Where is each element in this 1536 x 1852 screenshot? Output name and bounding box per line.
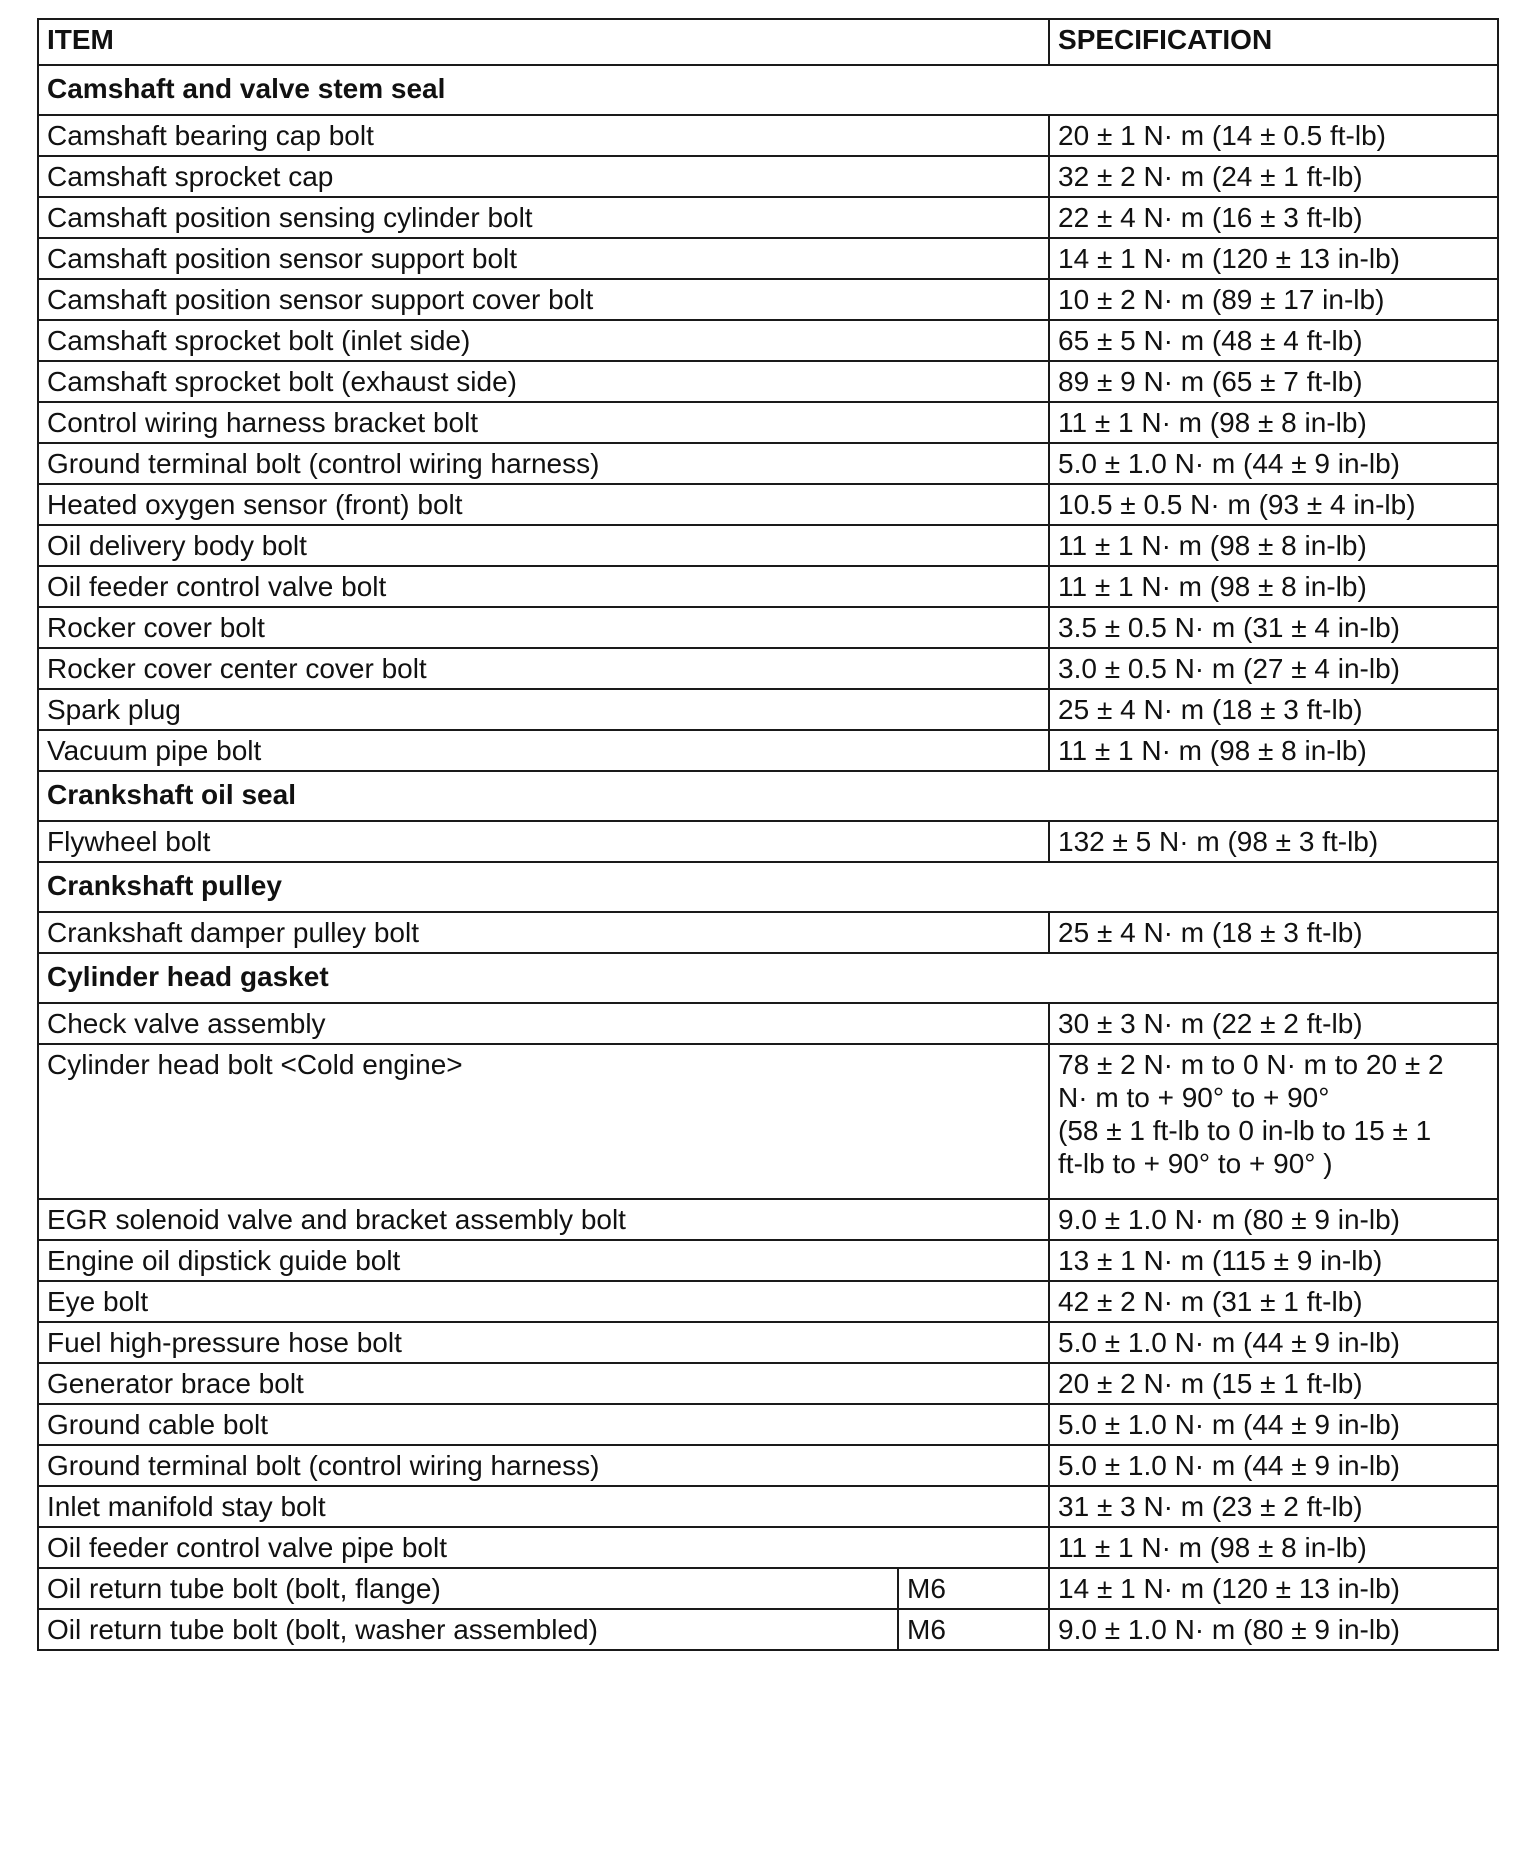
spec-table-body xyxy=(38,19,1498,1650)
table-row xyxy=(38,648,1498,689)
specification-cell: 13 ± 1 N· m (115 ± 9 in-lb) xyxy=(1049,1240,1498,1281)
specification-cell: 11 ± 1 N· m (98 ± 8 in-lb) xyxy=(1049,402,1498,443)
table-row xyxy=(38,1609,1498,1650)
specification-cell: 5.0 ± 1.0 N· m (44 ± 9 in-lb) xyxy=(1049,1322,1498,1363)
table-row xyxy=(38,1044,1498,1199)
item-cell: Heated oxygen sensor (front) bolt xyxy=(38,484,1049,525)
item-cell: Inlet manifold stay bolt xyxy=(38,1486,1049,1527)
specification-cell: 42 ± 2 N· m (31 ± 1 ft-lb) xyxy=(1049,1281,1498,1322)
item-cell: Flywheel bolt xyxy=(38,821,1049,862)
specification-cell: 11 ± 1 N· m (98 ± 8 in-lb) xyxy=(1049,1527,1498,1568)
specification-cell: 25 ± 4 N· m (18 ± 3 ft-lb) xyxy=(1049,912,1498,953)
section-title: Cylinder head gasket xyxy=(38,953,1498,1003)
item-cell: Rocker cover bolt xyxy=(38,607,1049,648)
section-row xyxy=(38,953,1498,1003)
item-cell: Control wiring harness bracket bolt xyxy=(38,402,1049,443)
item-cell: Camshaft bearing cap bolt xyxy=(38,115,1049,156)
specification-cell: 20 ± 2 N· m (15 ± 1 ft-lb) xyxy=(1049,1363,1498,1404)
specification-cell: 10 ± 2 N· m (89 ± 17 in-lb) xyxy=(1049,279,1498,320)
specification-cell: 31 ± 3 N· m (23 ± 2 ft-lb) xyxy=(1049,1486,1498,1527)
table-row xyxy=(38,197,1498,238)
table-row xyxy=(38,279,1498,320)
table-row xyxy=(38,607,1498,648)
specification-cell: 22 ± 4 N· m (16 ± 3 ft-lb) xyxy=(1049,197,1498,238)
table-row xyxy=(38,1322,1498,1363)
table-row xyxy=(38,912,1498,953)
item-cell: Oil feeder control valve bolt xyxy=(38,566,1049,607)
table-row xyxy=(38,1568,1498,1609)
item-cell: Camshaft sprocket bolt (inlet side) xyxy=(38,320,1049,361)
item-cell: Camshaft position sensing cylinder bolt xyxy=(38,197,1049,238)
table-row xyxy=(38,1527,1498,1568)
item-cell: Rocker cover center cover bolt xyxy=(38,648,1049,689)
table-row xyxy=(38,115,1498,156)
specification-cell: 65 ± 5 N· m (48 ± 4 ft-lb) xyxy=(1049,320,1498,361)
item-cell: Crankshaft damper pulley bolt xyxy=(38,912,1049,953)
specification-cell: 30 ± 3 N· m (22 ± 2 ft-lb) xyxy=(1049,1003,1498,1044)
section-row xyxy=(38,771,1498,821)
item-cell: Ground terminal bolt (control wiring harness) xyxy=(38,1445,1049,1486)
table-row xyxy=(38,320,1498,361)
section-title: Camshaft and valve stem seal xyxy=(38,65,1498,115)
size-cell: M6 xyxy=(898,1609,1049,1650)
specification-cell: 25 ± 4 N· m (18 ± 3 ft-lb) xyxy=(1049,689,1498,730)
table-row xyxy=(38,1445,1498,1486)
specification-cell: 132 ± 5 N· m (98 ± 3 ft-lb) xyxy=(1049,821,1498,862)
table-row xyxy=(38,525,1498,566)
specification-cell: 20 ± 1 N· m (14 ± 0.5 ft-lb) xyxy=(1049,115,1498,156)
header-item: ITEM xyxy=(38,19,1049,65)
item-cell: Fuel high-pressure hose bolt xyxy=(38,1322,1049,1363)
specification-cell: 78 ± 2 N· m to 0 N· m to 20 ± 2 N· m to + 90° to + 90° (58 ± 1 ft-lb to 0 in-lb to 15 ± 1 ft-lb to + 90° to + 90° ) xyxy=(1049,1044,1498,1199)
table-row xyxy=(38,1363,1498,1404)
section-title: Crankshaft pulley xyxy=(38,862,1498,912)
item-cell: Camshaft position sensor support cover bolt xyxy=(38,279,1049,320)
table-row xyxy=(38,361,1498,402)
item-cell: Spark plug xyxy=(38,689,1049,730)
specification-cell: 11 ± 1 N· m (98 ± 8 in-lb) xyxy=(1049,730,1498,771)
specification-cell: 3.0 ± 0.5 N· m (27 ± 4 in-lb) xyxy=(1049,648,1498,689)
specification-cell: 89 ± 9 N· m (65 ± 7 ft-lb) xyxy=(1049,361,1498,402)
specification-cell: 14 ± 1 N· m (120 ± 13 in-lb) xyxy=(1049,238,1498,279)
specification-cell: 9.0 ± 1.0 N· m (80 ± 9 in-lb) xyxy=(1049,1609,1498,1650)
item-cell: Ground cable bolt xyxy=(38,1404,1049,1445)
table-row xyxy=(38,1281,1498,1322)
specification-cell: 9.0 ± 1.0 N· m (80 ± 9 in-lb) xyxy=(1049,1199,1498,1240)
specification-cell: 14 ± 1 N· m (120 ± 13 in-lb) xyxy=(1049,1568,1498,1609)
specification-cell: 32 ± 2 N· m (24 ± 1 ft-lb) xyxy=(1049,156,1498,197)
item-cell: Cylinder head bolt <Cold engine> xyxy=(38,1044,1049,1199)
item-cell: EGR solenoid valve and bracket assembly bolt xyxy=(38,1199,1049,1240)
table-row xyxy=(38,443,1498,484)
specification-cell: 3.5 ± 0.5 N· m (31 ± 4 in-lb) xyxy=(1049,607,1498,648)
item-cell: Eye bolt xyxy=(38,1281,1049,1322)
specification-cell: 5.0 ± 1.0 N· m (44 ± 9 in-lb) xyxy=(1049,443,1498,484)
item-cell: Oil feeder control valve pipe bolt xyxy=(38,1527,1049,1568)
item-cell: Ground terminal bolt (control wiring harness) xyxy=(38,443,1049,484)
header-row xyxy=(38,19,1498,65)
item-cell: Oil return tube bolt (bolt, flange) xyxy=(38,1568,898,1609)
table-row xyxy=(38,1199,1498,1240)
table-row xyxy=(38,484,1498,525)
item-cell: Generator brace bolt xyxy=(38,1363,1049,1404)
size-cell: M6 xyxy=(898,1568,1049,1609)
table-row xyxy=(38,1240,1498,1281)
specification-cell: 11 ± 1 N· m (98 ± 8 in-lb) xyxy=(1049,566,1498,607)
table-row xyxy=(38,821,1498,862)
table-row xyxy=(38,1486,1498,1527)
item-cell: Camshaft sprocket bolt (exhaust side) xyxy=(38,361,1049,402)
specification-cell: 11 ± 1 N· m (98 ± 8 in-lb) xyxy=(1049,525,1498,566)
item-cell: Oil return tube bolt (bolt, washer assembled) xyxy=(38,1609,898,1650)
table-row xyxy=(38,730,1498,771)
header-specification: SPECIFICATION xyxy=(1049,19,1498,65)
item-cell: Oil delivery body bolt xyxy=(38,525,1049,566)
section-title: Crankshaft oil seal xyxy=(38,771,1498,821)
torque-spec-table xyxy=(37,18,1499,1651)
item-cell: Vacuum pipe bolt xyxy=(38,730,1049,771)
section-row xyxy=(38,862,1498,912)
item-cell: Engine oil dipstick guide bolt xyxy=(38,1240,1049,1281)
item-cell: Camshaft position sensor support bolt xyxy=(38,238,1049,279)
table-row xyxy=(38,238,1498,279)
table-row xyxy=(38,402,1498,443)
table-row xyxy=(38,1003,1498,1044)
section-row xyxy=(38,65,1498,115)
table-row xyxy=(38,689,1498,730)
specification-cell: 10.5 ± 0.5 N· m (93 ± 4 in-lb) xyxy=(1049,484,1498,525)
specification-cell: 5.0 ± 1.0 N· m (44 ± 9 in-lb) xyxy=(1049,1445,1498,1486)
item-cell: Check valve assembly xyxy=(38,1003,1049,1044)
item-cell: Camshaft sprocket cap xyxy=(38,156,1049,197)
table-row xyxy=(38,156,1498,197)
specification-cell: 5.0 ± 1.0 N· m (44 ± 9 in-lb) xyxy=(1049,1404,1498,1445)
table-row xyxy=(38,566,1498,607)
table-row xyxy=(38,1404,1498,1445)
